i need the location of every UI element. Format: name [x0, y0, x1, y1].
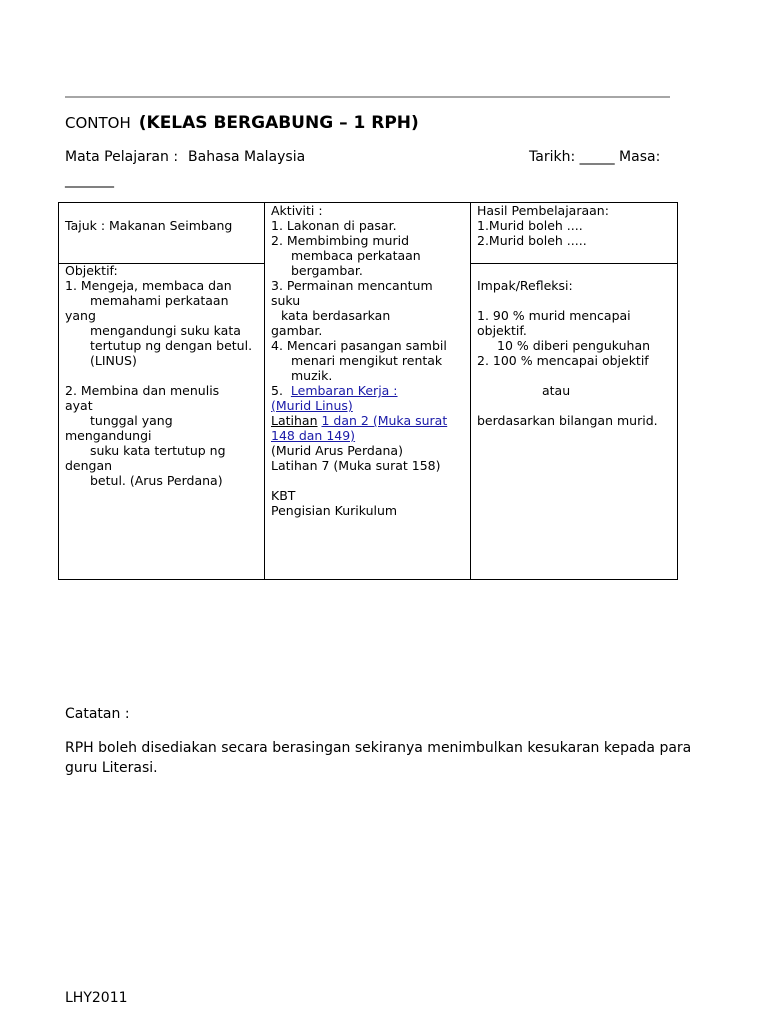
objective-cell — [65, 263, 252, 488]
objective-spacer — [65, 368, 252, 383]
reflection-line: 10 % diberi pengukuhan — [497, 338, 651, 353]
reflection-line: objektif. — [477, 323, 527, 338]
activity-line: muzik. — [291, 368, 333, 383]
outcome-line: 1.Murid boleh .... — [477, 218, 583, 233]
notes-label: Catatan : — [65, 706, 130, 722]
activity-line: Pengisian Kurikulum — [271, 503, 398, 518]
activity-line: 2. Membimbing murid — [271, 233, 410, 248]
outcome-cell — [477, 203, 609, 248]
reflection-line: atau — [542, 383, 571, 398]
objective-line: memahami perkataan — [90, 293, 229, 308]
notes-text: RPH boleh disediakan secara berasingan sekiranya menimbulkan kesukaran kepada para guru Literasi. — [65, 740, 692, 776]
objective-line: mengandungi — [65, 428, 152, 443]
objective-line: suku kata tertutup ng — [90, 443, 226, 458]
reflection-line: 1. 90 % murid mencapai — [477, 308, 631, 323]
activity-line: bergambar. — [291, 263, 363, 278]
topic-cell: Tajuk : Makanan Seimbang — [65, 218, 233, 233]
exercise-label: Latihan — [271, 413, 318, 428]
objective-line: ayat — [65, 398, 93, 413]
worksheet-link[interactable]: Lembaran Kerja : — [290, 383, 398, 398]
time-blank: _______ — [65, 172, 114, 188]
objective-label: Objektif: — [65, 263, 118, 278]
objective-line: yang — [65, 308, 96, 323]
linus-link[interactable]: (Murid Linus) — [271, 398, 353, 413]
objective-line: tertutup ng dengan betul. — [90, 338, 253, 353]
date-time-field: Tarikh: _____ Masa: — [529, 149, 661, 165]
activity-line: 1. Lakonan di pasar. — [271, 218, 397, 233]
activity-line: 3. Permainan mencantum — [271, 278, 433, 293]
column-divider — [470, 203, 471, 579]
outcome-line: 2.Murid boleh ..... — [477, 233, 587, 248]
objective-line: betul. (Arus Perdana) — [90, 473, 223, 488]
page-title — [65, 113, 419, 133]
activity-line: 4. Mencari pasangan sambil — [271, 338, 447, 353]
activity-line: gambar. — [271, 323, 323, 338]
objective-line: mengandungi suku kata — [90, 323, 241, 338]
title-prefix: CONTOH — [65, 114, 131, 132]
reflection-cell — [477, 278, 658, 428]
objective-line: tunggal yang — [90, 413, 173, 428]
title-main: (KELAS BERGABUNG – 1 RPH) — [138, 113, 419, 133]
subject-label: Mata Pelajaran : — [65, 149, 179, 165]
row-divider — [470, 263, 677, 264]
objective-line: dengan — [65, 458, 113, 473]
activity-cell — [271, 203, 447, 518]
reflection-line: berdasarkan bilangan murid. — [477, 413, 658, 428]
activity-spacer — [271, 473, 447, 488]
column-divider — [264, 203, 265, 579]
lesson-plan-table — [58, 202, 678, 580]
exercise-pages-link[interactable]: 1 dan 2 (Muka surat — [321, 413, 448, 428]
activity-line: suku — [271, 293, 301, 308]
activity-line: menari mengikut rentak — [291, 353, 443, 368]
subject-line — [65, 149, 305, 165]
reflection-label: Impak/Refleksi: — [477, 278, 573, 293]
objective-line: (LINUS) — [90, 353, 137, 368]
activity-item-number: 5. — [271, 383, 283, 398]
activity-line: kata berdasarkan — [281, 308, 391, 323]
activity-line: membaca perkataan — [291, 248, 421, 263]
reflection-spacer — [477, 368, 658, 383]
footer-code: LHY2011 — [65, 990, 128, 1006]
activity-label: Aktiviti : — [271, 203, 323, 218]
reflection-spacer — [477, 398, 658, 413]
reflection-line: 2. 100 % mencapai objektif — [477, 353, 649, 368]
outcome-label: Hasil Pembelajaraan: — [477, 203, 609, 218]
top-rule — [65, 96, 670, 98]
objective-line: 2. Membina dan menulis — [65, 383, 220, 398]
activity-line: (Murid Arus Perdana) — [271, 443, 403, 458]
reflection-spacer — [477, 293, 658, 308]
activity-line: KBT — [271, 488, 296, 503]
subject-value: Bahasa Malaysia — [188, 149, 306, 165]
exercise-pages-link[interactable]: 148 dan 149) — [271, 428, 356, 443]
objective-line: 1. Mengeja, membaca dan — [65, 278, 232, 293]
activity-line: Latihan 7 (Muka surat 158) — [271, 458, 441, 473]
